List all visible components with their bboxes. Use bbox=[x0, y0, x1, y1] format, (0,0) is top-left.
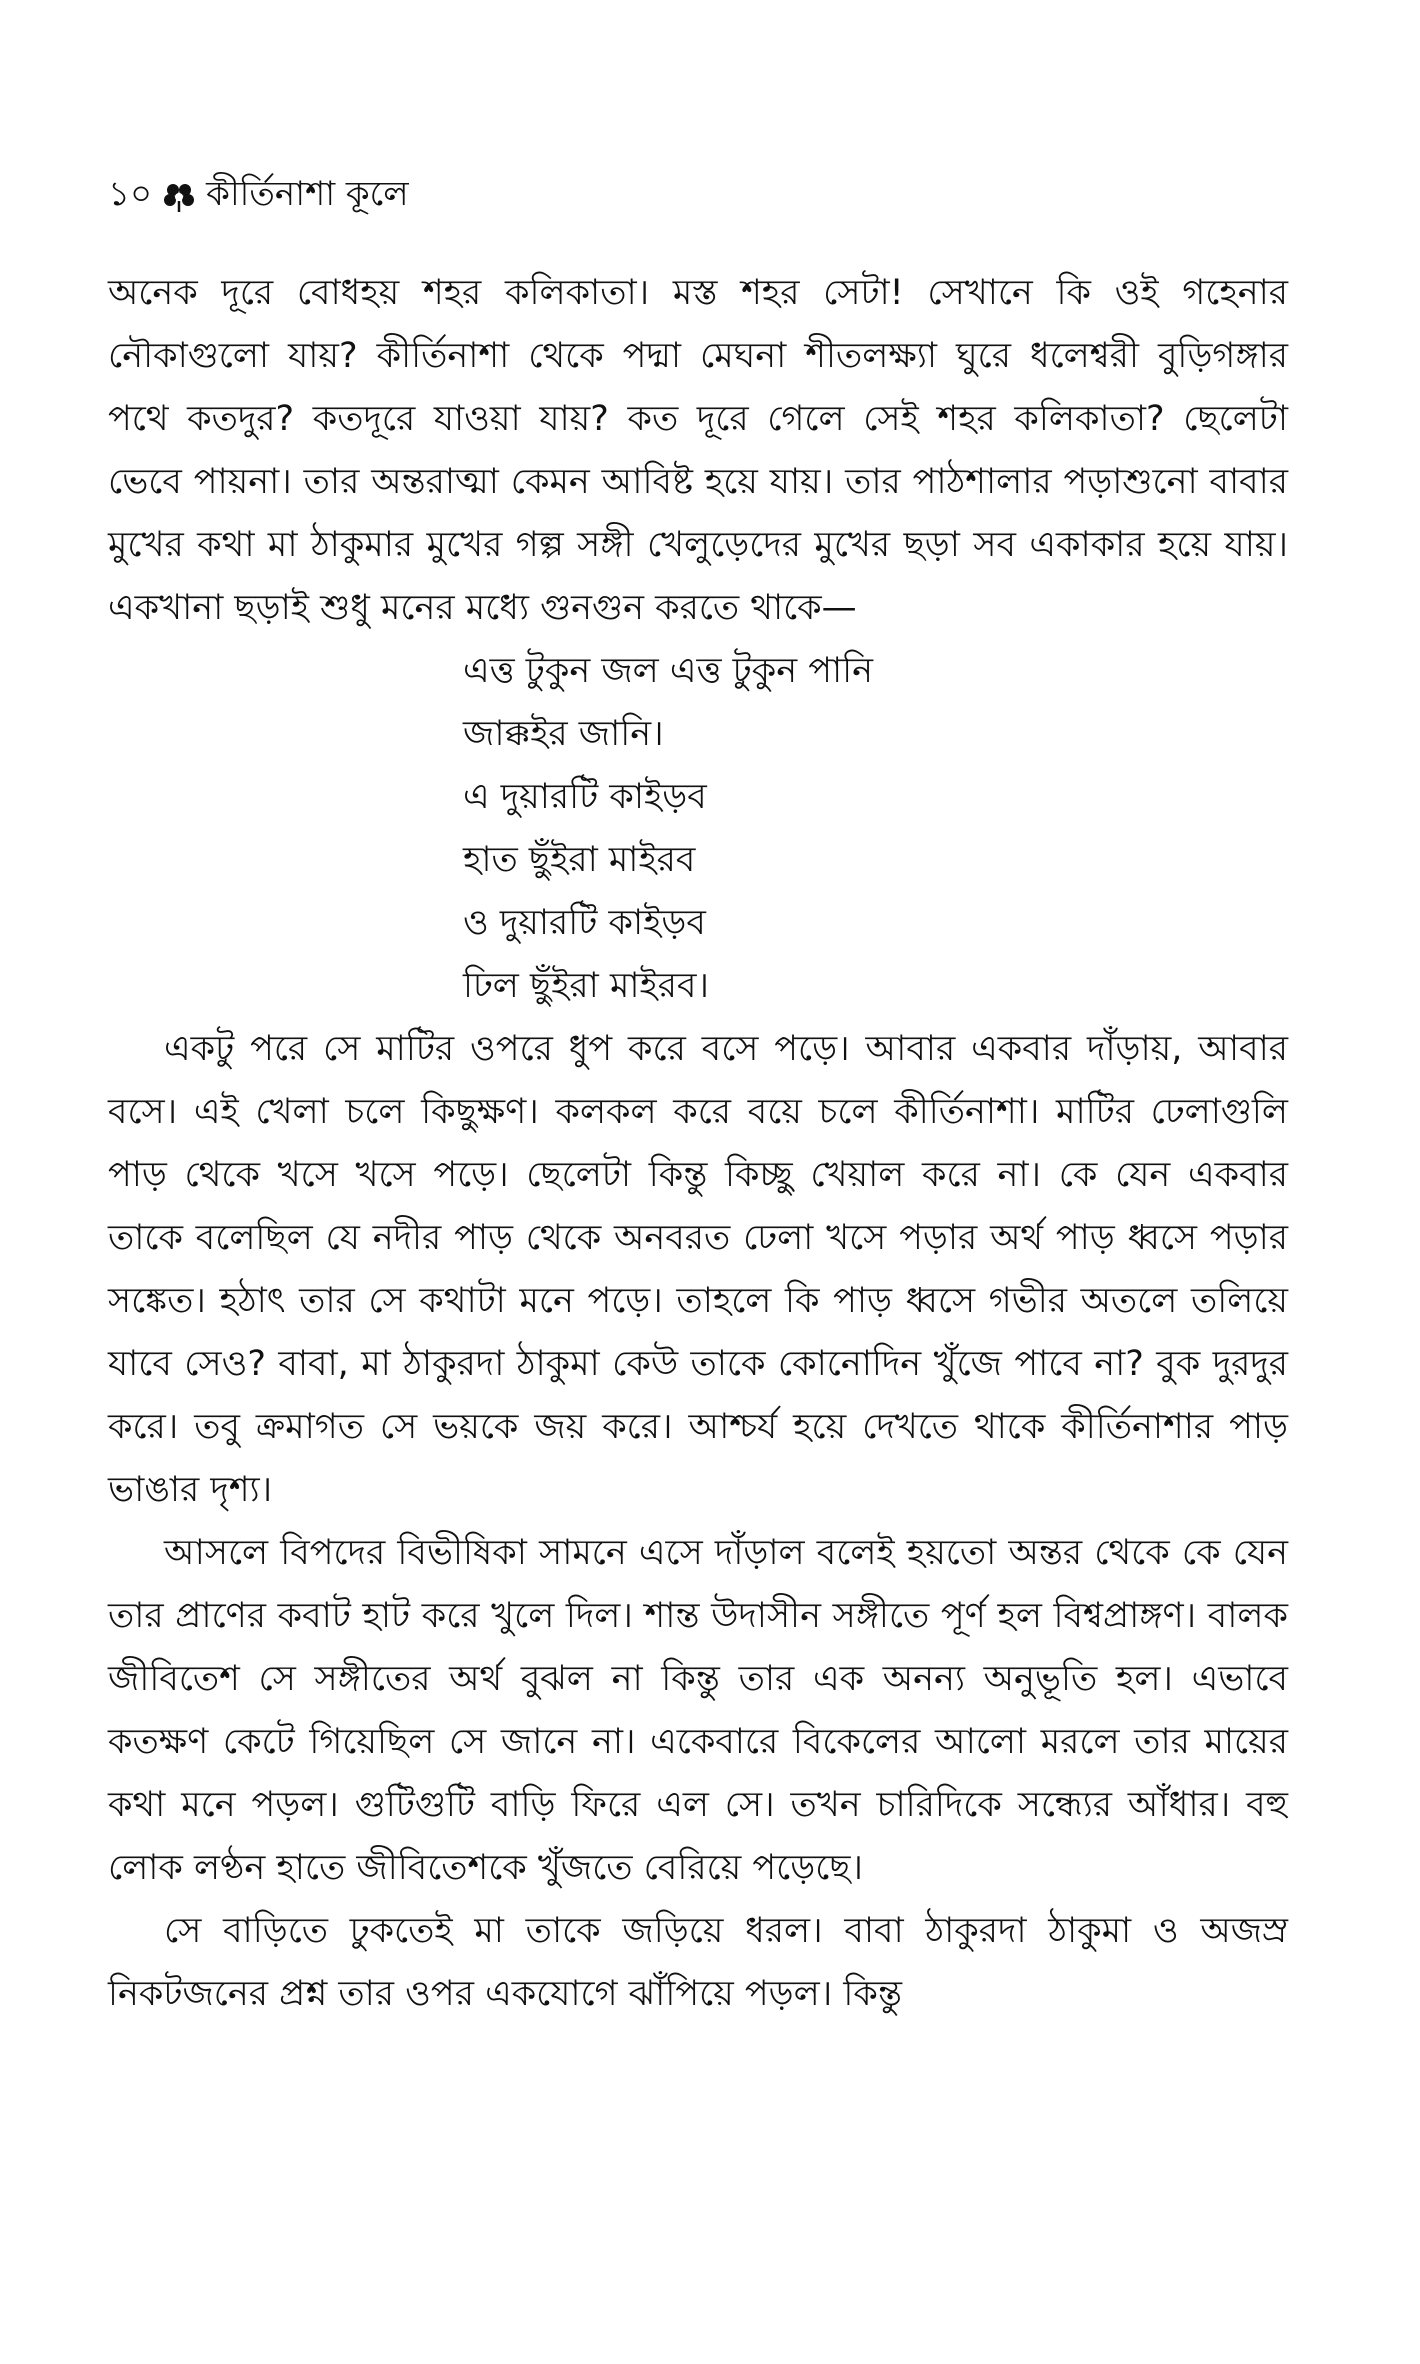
verse-line: এ দুয়ারটি কাইড়ব bbox=[463, 777, 707, 817]
verse-line: ঢিল ছুঁইরা মাইরব। bbox=[463, 966, 709, 1006]
flower-ornament-icon bbox=[162, 180, 196, 214]
paragraph-opening: অনেক দূরে বোধহয় শহর কলিকাতা। মস্ত শহর সেটা! সেখানে কি ওই গহেনার নৌকাগুলো যায়? কীর্তিনাশা থেকে পদ্মা মেঘনা শীতলক্ষ্যা ঘুরে ধলেশ্বরী বুড়িগঙ্গার পথে কতদুর? কতদূরে যাওয়া যায়? কত দূরে গেলে সেই শহর কলিকাতা? ছেলেটা ভেবে পায়না। তার অন্তরাত্মা কেমন আবিষ্ট হয়ে যায়। তার পাঠশালার পড়াশুনো বাবার মুখের কথা মা ঠাকুমার মুখের গল্প সঙ্গী খেলুড়েদের মুখের ছড়া সব একাকার হয়ে যায়। একখানা ছড়াই শুধু মনের মধ্যে গুনগুন করতে থাকে— bbox=[108, 273, 1288, 628]
book-title: কীর্তিনাশা কূলে bbox=[206, 174, 409, 214]
paragraph: সে বাড়িতে ঢুকতেই মা তাকে জড়িয়ে ধরল। বাবা ঠাকুরদা ঠাকুমা ও অজস্র নিকটজনের প্রশ্ন তার ওপর একযোগে ঝাঁপিয়ে পড়ল। কিন্তু bbox=[108, 1911, 1288, 2014]
paragraph: একটু পরে সে মাটির ওপরে ধুপ করে বসে পড়ে। আবার একবার দাঁড়ায়, আবার বসে। এই খেলা চলে কিছুক্ষণ। কলকল করে বয়ে চলে কীর্তিনাশা। মাটির ঢেলাগুলি পাড় থেকে খসে খসে পড়ে। ছেলেটা কিন্তু কিচ্ছু খেয়াল করে না। কে যেন একবার তাকে বলেছিল যে নদীর পাড় থেকে অনবরত ঢেলা খসে পড়ার অর্থ পাড় ধ্বসে পড়ার সঙ্কেত। হঠাৎ তার সে কথাটা মনে পড়ে। তাহলে কি পাড় ধ্বসে গভীর অতলে তলিয়ে যাবে সেও? বাবা, মা ঠাকুরদা ঠাকুমা কেউ তাকে কোনোদিন খুঁজে পাবে না? বুক দুরদুর করে। তবু ক্রমাগত সে ভয়কে জয় করে। আশ্চর্য হয়ে দেখতে থাকে কীর্তিনাশার পাড় ভাঙার দৃশ্য। bbox=[108, 1029, 1288, 1510]
verse-line: এত্ত টুকুন জল এত্ত টুকুন পানি bbox=[463, 651, 874, 691]
rhyme-verse bbox=[108, 640, 1288, 1018]
page-number: ১০ bbox=[108, 174, 153, 214]
verse-line: ও দুয়ারটি কাইড়ব bbox=[463, 903, 706, 943]
verse-line: হাত ছুঁইরা মাইরব bbox=[463, 840, 696, 880]
running-header bbox=[108, 168, 409, 225]
paragraph: আসলে বিপদের বিভীষিকা সামনে এসে দাঁড়াল বলেই হয়তো অন্তর থেকে কে যেন তার প্রাণের কবাট হাট করে খুলে দিল। শান্ত উদাসীন সঙ্গীতে পূর্ণ হল বিশ্বপ্রাঙ্গণ। বালক জীবিতেশ সে সঙ্গীতের অর্থ বুঝল না কিন্তু তার এক অনন্য অনুভূতি হল। এভাবে কতক্ষণ কেটে গিয়েছিল সে জানে না। একেবারে বিকেলের আলো মরলে তার মায়ের কথা মনে পড়ল। গুটিগুটি বাড়ি ফিরে এল সে। তখন চারিদিকে সন্ধ্যের আঁধার। বহু লোক লণ্ঠন হাতে জীবিতেশকে খুঁজতে বেরিয়ে পড়েছে। bbox=[108, 1533, 1288, 1888]
verse-line: জাক্কইর জানি। bbox=[463, 714, 664, 754]
body-text bbox=[108, 262, 1288, 2026]
